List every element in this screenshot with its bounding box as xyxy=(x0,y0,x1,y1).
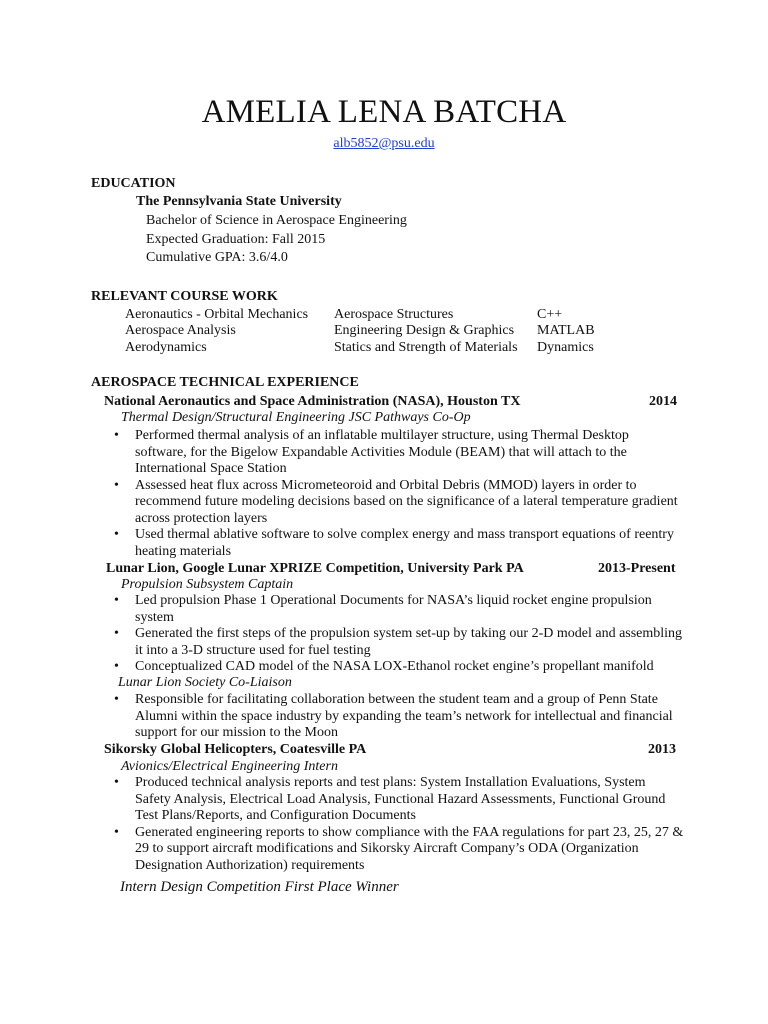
course-item: Aeronautics - Orbital Mechanics xyxy=(125,307,309,322)
list-item: • Conceptualized CAD model of the NASA LOX-Ethanol rocket engine’s propellant manifold xyxy=(114,659,684,676)
job-role: Thermal Design/Structural Engineering JSC Pathways Co-Op xyxy=(121,410,471,425)
course-item: Engineering Design & Graphics xyxy=(334,323,515,338)
list-item: • Generated engineering reports to show compliance with the FAA regulations for part 23, 25, 27 & 29 to support aircraft modifications and Sikorsky Aircraft Company’s ODA (Organization Designation Authorization) requirements xyxy=(114,825,684,875)
course-item: Statics and Strength of Materials xyxy=(334,340,518,355)
list-item: • Assessed heat flux across Micrometeoroid and Orbital Debris (MMOD) layers in order to recommend future modeling decisions based on the significance of a lateral temperature gradient across protection layers xyxy=(114,478,684,528)
graduation-date: Expected Graduation: Fall 2015 xyxy=(146,232,326,247)
job-bullets xyxy=(114,775,684,874)
course-item: Aerospace Structures xyxy=(334,307,454,322)
list-item: • Responsible for facilitating collaboration between the student team and a group of Penn State Alumni within the space industry by expanding the team’s network for intellectual and financial support for our mission to the Moon xyxy=(114,692,684,742)
job-bullets xyxy=(114,692,684,742)
list-item: • Used thermal ablative software to solve complex energy and mass transport equations of reentry heating materials xyxy=(114,527,684,560)
experience-heading: AEROSPACE TECHNICAL EXPERIENCE xyxy=(91,375,359,390)
job-date: 2013 xyxy=(648,742,676,757)
list-item: • Led propulsion Phase 1 Operational Documents for NASA’s liquid rocket engine propulsion system xyxy=(114,593,684,626)
job-org: National Aeronautics and Space Administration (NASA), Houston TX xyxy=(104,394,521,409)
job-bullets xyxy=(114,428,684,560)
resume-name: AMELIA LENA BATCHA xyxy=(201,94,567,130)
coursework-heading: RELEVANT COURSE WORK xyxy=(91,289,278,304)
job-role: Propulsion Subsystem Captain xyxy=(121,577,294,592)
education-heading: EDUCATION xyxy=(91,176,176,191)
job-role-secondary: Lunar Lion Society Co-Liaison xyxy=(118,675,292,690)
job-org: Lunar Lion, Google Lunar XPRIZE Competition, University Park PA xyxy=(106,561,524,576)
job-date: 2013-Present xyxy=(598,561,676,576)
email-link[interactable]: alb5852@psu.edu xyxy=(333,136,435,151)
course-item: Aerospace Analysis xyxy=(125,323,236,338)
gpa: Cumulative GPA: 3.6/4.0 xyxy=(146,250,288,265)
list-item: • Produced technical analysis reports and test plans: System Installation Evaluations, System Safety Analysis, Electrical Load Analysis, Functional Hazard Assessments, Functional Ground Test Plans/Reports, and Configuration Documents xyxy=(114,775,684,825)
list-item: • Performed thermal analysis of an inflatable multilayer structure, using Thermal Desktop software, for the Bigelow Expandable Activities Module (BEAM) that will attach to the International Space Station xyxy=(114,428,684,478)
school-name: The Pennsylvania State University xyxy=(136,194,342,209)
course-item: MATLAB xyxy=(537,323,595,338)
award: Intern Design Competition First Place Winner xyxy=(120,879,399,895)
degree: Bachelor of Science in Aerospace Engineering xyxy=(146,213,407,228)
job-bullets xyxy=(114,593,684,676)
job-role: Avionics/Electrical Engineering Intern xyxy=(121,759,338,774)
list-item: • Generated the first steps of the propulsion system set-up by taking our 2-D model and assembling it into a 3-D structure used for fuel testing xyxy=(114,626,684,659)
job-org: Sikorsky Global Helicopters, Coatesville PA xyxy=(104,742,367,757)
job-date: 2014 xyxy=(649,394,677,409)
course-item: Dynamics xyxy=(537,340,594,355)
course-item: Aerodynamics xyxy=(125,340,207,355)
course-item: C++ xyxy=(537,307,563,322)
